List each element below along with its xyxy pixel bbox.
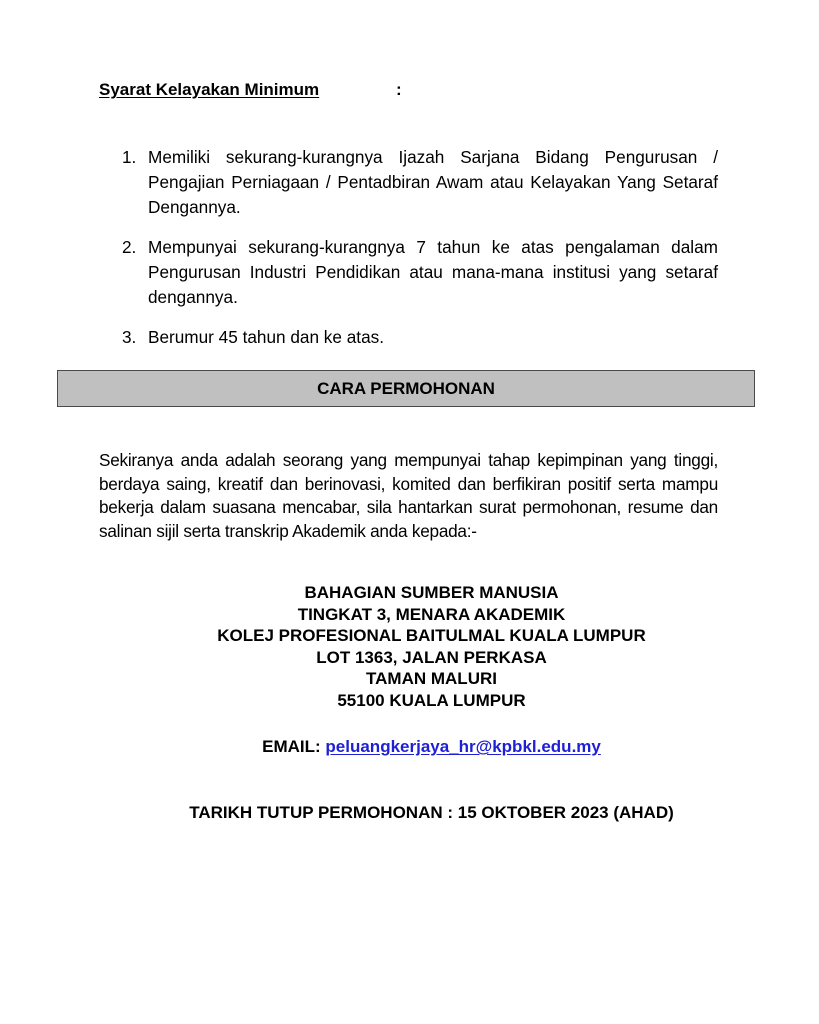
email-label: EMAIL:: [262, 737, 321, 756]
requirements-list: [122, 145, 718, 365]
intro-paragraph: Sekiranya anda adalah seorang yang mempunyai tahap kepimpinan yang tinggi, berdaya saing, kreatif dan berinovasi, komited dan berfikiran positif serta mampu bekerja dalam suasana mencabar, sila hantarkan surat permohonan, resume dan salinan sijil serta transkrip Akademik anda kepada:-: [99, 450, 718, 541]
address-line: LOT 1363, JALAN PERKASA: [316, 647, 547, 667]
address-line: TINGKAT 3, MENARA AKADEMIK: [297, 604, 566, 624]
list-item-text: Mempunyai sekurang-kurangnya 7 tahun ke atas pengalaman dalam Pengurusan Industri Pendidikan atau mana-mana institusi yang setaraf dengannya.: [148, 237, 718, 307]
address-line: 55100 KUALA LUMPUR: [337, 690, 526, 710]
deadline-text: TARIKH TUTUP PERMOHONAN : 15 OKTOBER 2023 (AHAD): [189, 803, 674, 822]
address-line: KOLEJ PROFESIONAL BAITULMAL KUALA LUMPUR: [217, 626, 646, 646]
email-line: [100, 737, 763, 757]
heading-colon: :: [396, 80, 402, 99]
list-item-number: 1.: [122, 147, 137, 167]
list-item: [122, 145, 718, 220]
address-block: [100, 582, 763, 712]
section-header-box: [57, 370, 755, 407]
section-title: CARA PERMOHONAN: [317, 378, 495, 398]
list-item-number: 3.: [122, 327, 137, 347]
list-item: [122, 235, 718, 310]
email-link[interactable]: peluangkerjaya_hr@kpbkl.edu.my: [325, 737, 601, 756]
address-line: TAMAN MALURI: [366, 669, 497, 689]
address-line: BAHAGIAN SUMBER MANUSIA: [304, 583, 559, 602]
requirements-heading: [99, 80, 402, 100]
list-item-text: Memiliki sekurang-kurangnya Ijazah Sarjana Bidang Pengurusan / Pengajian Perniagaan / Pentadbiran Awam atau Kelayakan Yang Setaraf Dengannya.: [148, 147, 718, 217]
list-item-number: 2.: [122, 237, 137, 257]
requirements-title: Syarat Kelayakan Minimum: [99, 80, 320, 99]
list-item: [122, 325, 718, 350]
list-item-text: Berumur 45 tahun dan ke atas.: [148, 327, 385, 347]
